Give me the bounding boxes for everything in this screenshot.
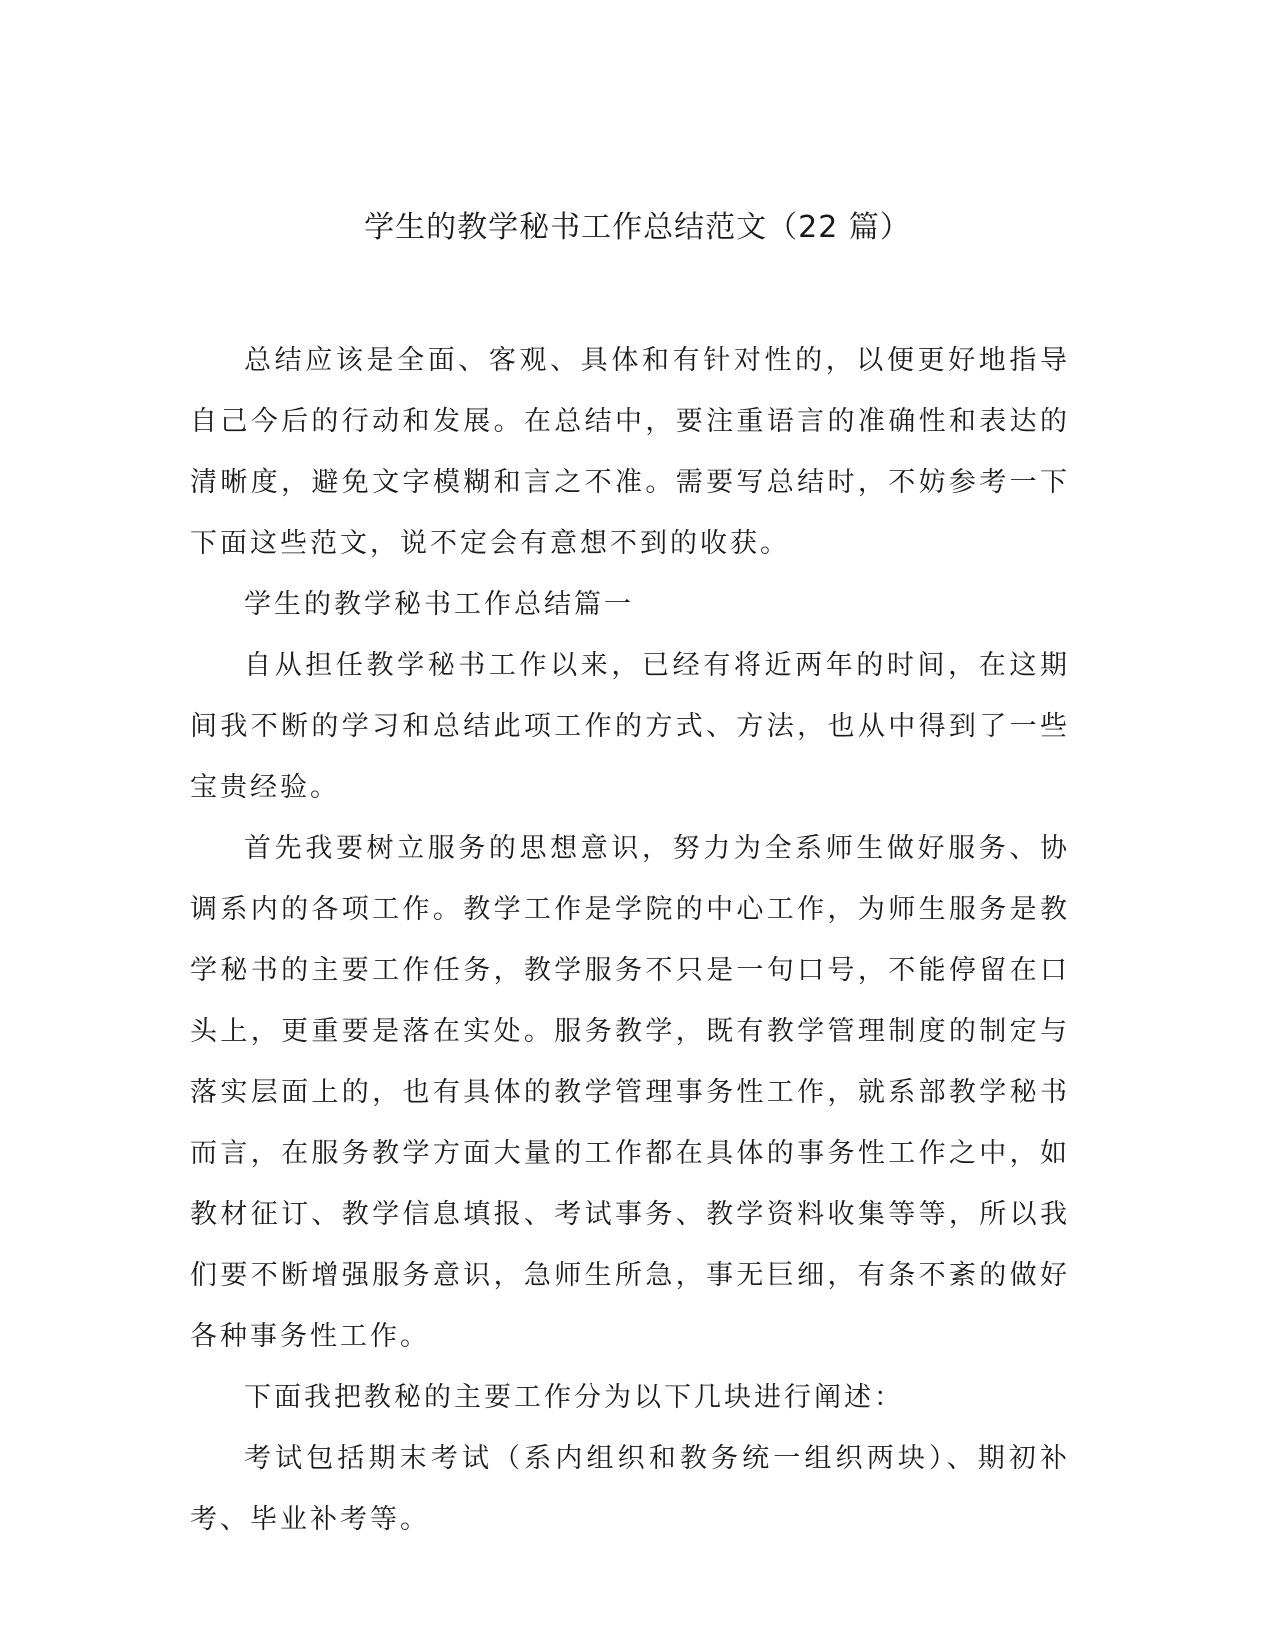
paragraph-experience: 自从担任教学秘书工作以来，已经有将近两年的时间，在这期间我不断的学习和总结此项工作的方式、方法，也从中得到了一些宝贵经验。 [190,650,1070,803]
paragraph-exams: 考试包括期末考试（系内组织和教务统一组织两块）、期初补考、毕业补考等。 [190,1443,1070,1535]
section-heading: 学生的教学秘书工作总结篇一 [244,589,634,620]
paragraph-work-overview: 下面我把教秘的主要工作分为以下几块进行阐述： [244,1382,904,1413]
document-body [190,330,1070,1550]
document-title: 学生的教学秘书工作总结范文（22 篇） [364,210,911,245]
paragraph-service: 首先我要树立服务的思想意识，努力为全系师生做好服务、协调系内的各项工作。教学工作是学院的中心工作，为师生服务是教学秘书的主要工作任务，教学服务不只是一句口号，不能停留在口头上，更重要是落在实处。服务教学，既有教学管理制度的制定与落实层面上的，也有具体的教学管理事务性工作，就系部教学秘书而言，在服务教学方面大量的工作都在具体的事务性工作之中，如教材征订、教学信息填报、考试事务、教学资料收集等等，所以我们要不断增强服务意识，急师生所急，事无巨细，有条不紊的做好各种事务性工作。 [190,833,1070,1352]
paragraph-intro: 总结应该是全面、客观、具体和有针对性的，以便更好地指导自己今后的行动和发展。在总结中，要注重语言的准确性和表达的清晰度，避免文字模糊和言之不准。需要写总结时，不妨参考一下下面这些范文，说不定会有意想不到的收获。 [190,345,1070,559]
